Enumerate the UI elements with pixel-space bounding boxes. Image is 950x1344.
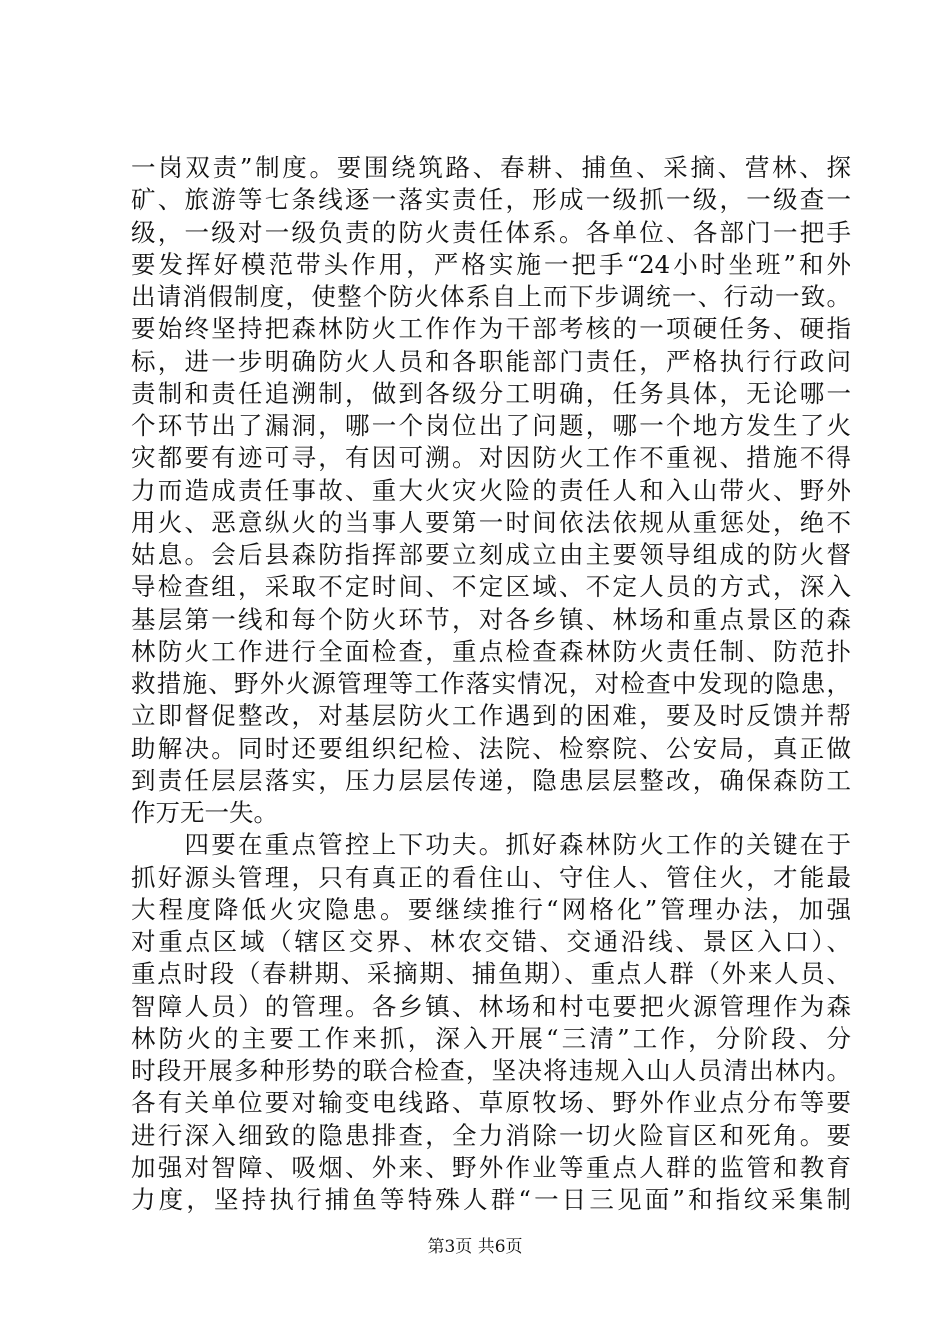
text-line: 标，进一步明确防火人员和各职能部门责任，严格执行行政问 bbox=[131, 346, 851, 376]
text-line: 立即督促整改，对基层防火工作遇到的困难，要及时反馈并帮 bbox=[131, 701, 851, 731]
document-body bbox=[131, 152, 851, 1216]
text-line: 林防火工作进行全面检查，重点检查森林防火责任制、防范扑 bbox=[131, 636, 851, 666]
text-line: 到责任层层落实，压力层层传递，隐患层层整改，确保森防工 bbox=[131, 765, 851, 795]
text-line: 对重点区域（辖区交界、林农交错、交通沿线、景区入口）、 bbox=[131, 927, 851, 956]
text-line: 力度，坚持执行捕鱼等特殊人群“一日三见面”和指纹采集制 bbox=[131, 1185, 851, 1214]
text-line: 基层第一线和每个防火环节，对各乡镇、林场和重点景区的森 bbox=[131, 604, 851, 634]
text-line: 救措施、野外火源管理等工作落实情况，对检查中发现的隐患， bbox=[131, 669, 851, 698]
text-line: 级，一级对一级负责的防火责任体系。各单位、各部门一把手 bbox=[131, 217, 851, 247]
text-line: 导检查组，采取不定时间、不定区域、不定人员的方式，深入 bbox=[131, 572, 851, 602]
text-line: 四要在重点管控上下功夫。抓好森林防火工作的关键在于 bbox=[131, 830, 851, 860]
text-line: 重点时段（春耕期、采摘期、捕鱼期）、重点人群（外来人员、 bbox=[131, 959, 851, 989]
text-line: 作万无一失。 bbox=[131, 798, 278, 827]
text-line: 林防火的主要工作来抓，深入开展“三清”工作，分阶段、分 bbox=[131, 1023, 851, 1053]
text-line: 姑息。会后县森防指挥部要立刻成立由主要领导组成的防火督 bbox=[131, 540, 851, 569]
text-line: 抓好源头管理，只有真正的看住山、守住人、管住火，才能最 bbox=[131, 862, 851, 892]
text-line: 助解决。同时还要组织纪检、法院、检察院、公安局，真正做 bbox=[131, 733, 851, 763]
text-line: 要始终坚持把森林防火工作作为干部考核的一项硬任务、硬指 bbox=[131, 314, 851, 344]
text-line: 智障人员）的管理。各乡镇、林场和村屯要把火源管理作为森 bbox=[131, 991, 851, 1021]
text-line: 力而造成责任事故、重大火灾火险的责任人和入山带火、野外 bbox=[131, 475, 851, 505]
text-line: 用火、恶意纵火的当事人要第一时间依法依规从重惩处，绝不 bbox=[131, 507, 851, 537]
text-line: 进行深入细致的隐患排查，全力消除一切火险盲区和死角。要 bbox=[131, 1120, 851, 1150]
text-line: 一岗双责”制度。要围绕筑路、春耕、捕鱼、采摘、营林、探 bbox=[131, 153, 851, 182]
text-line: 大程度降低火灾隐患。要继续推行“网格化”管理办法，加强 bbox=[131, 894, 851, 924]
text-line: 各有关单位要对输变电线路、草原牧场、野外作业点分布等要 bbox=[131, 1088, 851, 1118]
text-line: 矿、旅游等七条线逐一落实责任，形成一级抓一级，一级查一 bbox=[131, 185, 851, 215]
text-line: 责制和责任追溯制，做到各级分工明确，任务具体，无论哪一 bbox=[131, 378, 851, 408]
text-line: 时段开展多种形势的联合检查，坚决将违规入山人员清出林内。 bbox=[131, 1056, 851, 1085]
text-line: 个环节出了漏洞，哪一个岗位出了问题，哪一个地方发生了火 bbox=[131, 411, 851, 440]
text-line: 要发挥好模范带头作用，严格实施一把手“24小时坐班”和外 bbox=[131, 249, 851, 279]
text-line: 加强对智障、吸烟、外来、野外作业等重点人群的监管和教育 bbox=[131, 1152, 851, 1182]
text-line: 灾都要有迹可寻，有因可溯。对因防火工作不重视、措施不得 bbox=[131, 443, 851, 473]
text-line: 出请消假制度，使整个防火体系自上而下步调统一、行动一致。 bbox=[131, 282, 851, 311]
page-footer: 第3页 共6页 bbox=[427, 1237, 523, 1257]
